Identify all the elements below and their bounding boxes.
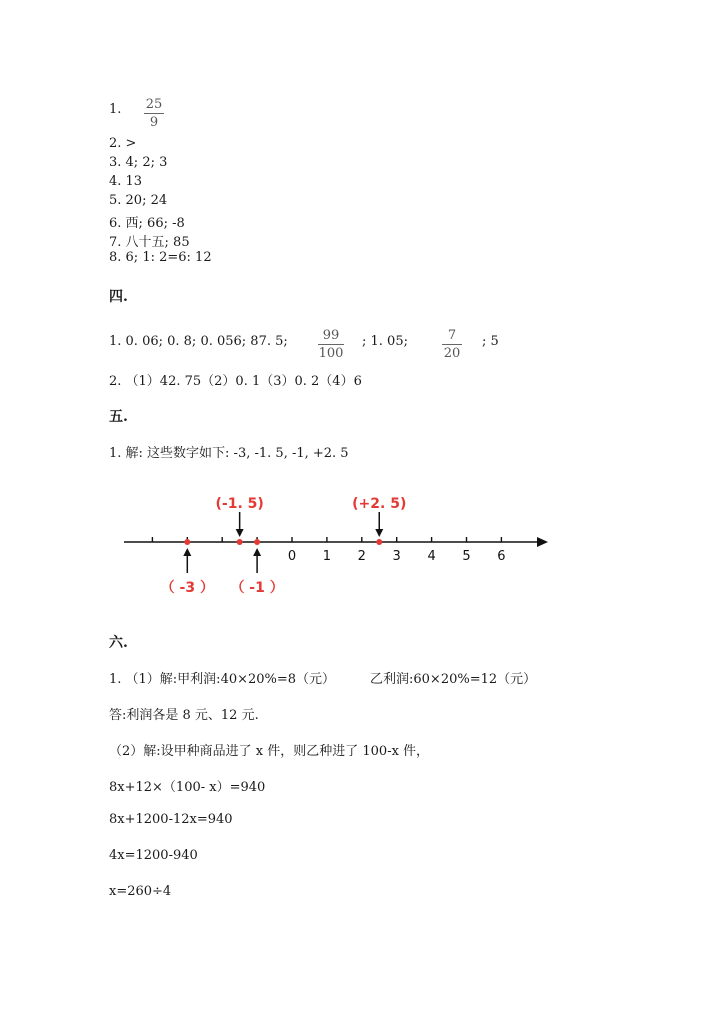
section6-answer: 答:利润各是 8 元、12 元. [109,708,259,723]
data-point [376,539,382,545]
section6-q1-part1-left: 1. （1）解:甲利润:40×20%=8（元） [109,672,336,687]
tick-label: 0 [287,549,297,564]
section-heading-6: 六. [109,635,128,651]
equation-4: x=260÷4 [109,884,172,899]
pointer-arrow-head [183,548,191,556]
section4-q1-mid: ; 1. 05; [362,334,408,349]
point-label: （ -1 ） [230,580,284,596]
section6-q1-part1-right: 乙利润:60×20%=12（元） [370,672,537,687]
axis-arrow-head [537,537,548,547]
equation-2: 8x+1200-12x=940 [109,812,233,827]
fraction-numerator: 7 [447,328,457,343]
tick-label: 1 [322,549,332,564]
data-point [254,539,260,545]
fraction-numerator: 25 [145,97,163,112]
section4-q1-prefix: 1. 0. 06; 0. 8; 0. 056; 87. 5; [109,334,288,349]
section4-q1-suffix: ; 5 [482,334,499,349]
tick-label: 4 [427,549,436,564]
fraction-numerator: 99 [322,328,340,343]
fraction-25-9 [144,97,164,130]
answer-line-4: 4. 13 [109,174,143,189]
number-line-chart [0,490,720,610]
answer-line-8: 8. 6; 1: 2=6: 12 [109,250,212,265]
fraction-99-100 [318,328,344,361]
point-label: （ -3 ） [160,580,214,596]
equation-3: 4x=1200-940 [109,848,198,863]
answer-line-6: 6. 西; 66; -8 [109,216,185,231]
section5-q1: 1. 解: 这些数字如下: -3, -1. 5, -1, +2. 5 [109,446,349,461]
point-label: (+2. 5) [352,496,407,512]
pointer-arrow-head [236,529,244,537]
q3-1-label: 1. [109,102,122,117]
answer-line-2: 2. > [109,136,137,151]
section6-q1-part2: （2）解:设甲种商品进了 x 件，则乙种进了 100-x 件， [109,744,430,759]
fraction-denominator: 20 [443,346,461,361]
answer-line-5: 5. 20; 24 [109,193,168,208]
answer-line-3: 3. 4; 2; 3 [109,155,168,170]
tick-label: 3 [392,549,401,564]
data-point [184,539,190,545]
section-heading-5: 五. [109,409,128,425]
section4-q2: 2. （1）42. 75（2）0. 1（3）0. 2（4）6 [109,374,362,389]
fraction-denominator: 9 [149,115,159,130]
fraction-7-20 [442,328,462,361]
point-label: (-1. 5) [215,496,264,512]
tick-label: 5 [462,549,471,564]
tick-label: 2 [357,549,366,564]
pointer-arrow-head [375,529,383,537]
section-heading-4: 四. [109,289,128,305]
tick-label: 6 [497,549,506,564]
answer-line-7: 7. 八十五; 85 [109,235,190,250]
equation-1: 8x+12×（100- x）=940 [109,780,266,795]
fraction-denominator: 100 [318,346,344,361]
pointer-arrow-head [253,548,261,556]
data-point [237,539,243,545]
